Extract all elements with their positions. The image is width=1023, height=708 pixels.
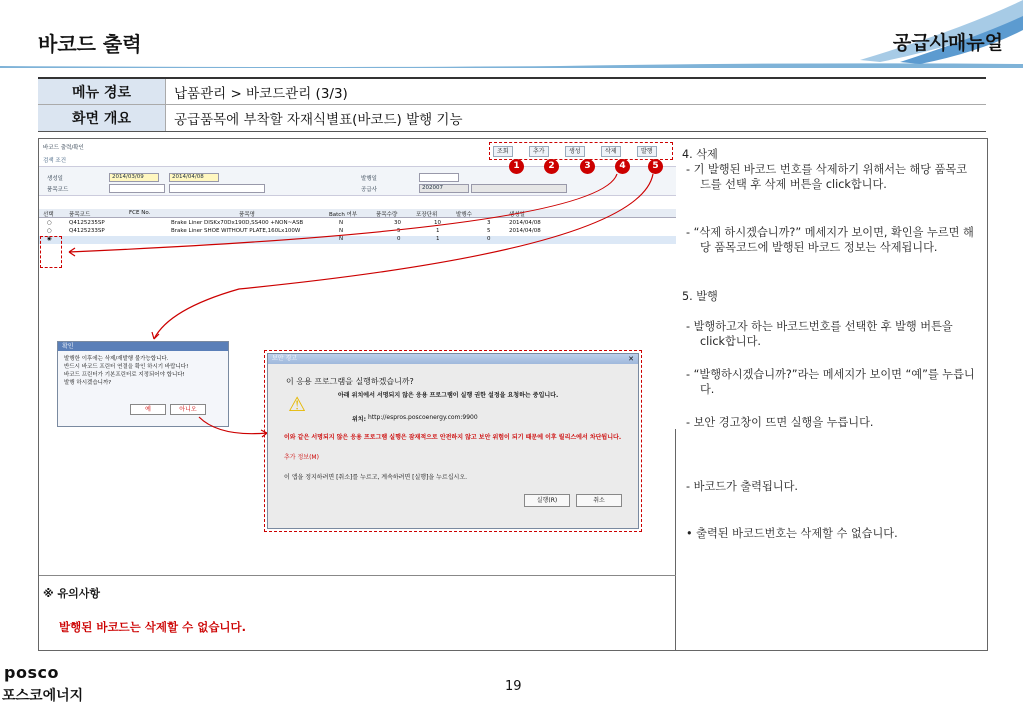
section-5-step-c: - 보안 경고창이 뜨면 실행을 누릅니다.	[686, 416, 874, 429]
section-4-step-a: - 기 발행된 바코드 번호를 삭제하기 위해서는 해당 품목코드를 선택 후 삭제 버튼을 click합니다.	[686, 163, 968, 191]
section-5-step-a: - 발행하고자 하는 바코드번호를 선택한 후 발행 버튼을 click합니다.	[686, 320, 953, 348]
divider	[39, 575, 676, 576]
table-row[interactable]: ◉ N 0 1 0	[39, 236, 676, 244]
screenshot-panel	[39, 139, 676, 650]
close-icon[interactable]: ✕	[628, 355, 634, 363]
content-box	[38, 138, 988, 651]
add-button[interactable]: 추가	[529, 146, 549, 157]
issue-button[interactable]: 발행	[637, 146, 657, 157]
section-5-title: 5. 발행	[682, 290, 718, 303]
warning-icon: ⚠	[288, 392, 306, 416]
security-warning: 이와 같은 서명되지 않은 응용 프로그램 실행은 잠재적으로 안전하지 않고 보안 위험이 되기 때문에 이후 릴리스에서 차단됩니다.	[284, 434, 622, 441]
security-dialog-title: 보안 경고	[268, 354, 638, 364]
menu-path-value: 납품관리 > 바코드관리 (3/3)	[174, 85, 348, 102]
col-item-code: 품목코드	[69, 212, 91, 218]
col-create-date: 생성일	[509, 212, 525, 218]
security-question: 이 응용 프로그램을 실행하겠습니까?	[286, 377, 414, 386]
cancel-button[interactable]: 취소	[576, 494, 622, 507]
confirm-line-3: 바코드 프린터가 기본프린터로 지정되어야 합니다!	[64, 372, 185, 378]
col-item-name: 품목명	[239, 212, 255, 218]
posco-logo: posco	[4, 663, 59, 682]
notes-text: 발행된 바코드는 삭제할 수 없습니다.	[59, 620, 247, 634]
step-badge-4: 4	[615, 159, 630, 174]
step-badge-1: 1	[509, 159, 524, 174]
security-description: 아래 위치에서 서명되지 않은 응용 프로그램이 실행 권한 설정을 요청하는 중입니다.	[338, 392, 559, 399]
yes-button[interactable]: 예	[130, 404, 166, 415]
no-button[interactable]: 아니오	[170, 404, 206, 415]
header-swoosh	[0, 0, 1023, 72]
confirm-line-4: 발행 하시겠습니까?	[64, 380, 112, 386]
date-from-input[interactable]: 2014/03/09	[109, 173, 159, 182]
meta-table	[38, 77, 986, 132]
manual-title: 공급사매뉴얼	[892, 32, 1003, 54]
page-number: 19	[505, 679, 522, 694]
app-screenshot: 바코드 출력/확인 검색 조건 생성일 2014/03/09 2014/04/08 품목코드 발행일 공급사 202007 조회 추가 생성 삭제 발행 1 2 3 4 5 선택 품목코드 FCE No. 품목명 Batch 여부 품목수량 포장단위 발행수 생성일 ○ Q4125235SP Brake Liner DISKx70Dx190D,SS400 +NON~ASB N 30 10 3 2014/04/08 ○ Q4125233SP Brake Liner SHOE WITHOUT PLATE,160Lx100W N 5 1 5 2014/04/08 ◉ N 0 1 0	[39, 139, 676, 429]
section-5-step-d: - 바코드가 출력됩니다.	[686, 480, 798, 493]
page-title: 바코드 출력	[38, 32, 142, 56]
security-instruction: 이 앱을 정지하려면 [취소]를 누르고, 계속하려면 [실행]을 누르십시오.	[284, 474, 468, 481]
overview-label: 화면 개요	[38, 105, 166, 131]
col-select: 선택	[43, 212, 54, 218]
step-badge-5: 5	[648, 159, 663, 174]
section-5-step-e: • 출력된 바코드번호는 삭제할 수 없습니다.	[686, 527, 898, 540]
menu-path-label: 메뉴 경로	[38, 79, 166, 104]
posco-energy-logo: 포스코에너지	[2, 688, 84, 704]
create-button[interactable]: 생성	[565, 146, 585, 157]
issue-date-label: 발행일	[361, 176, 377, 182]
notes-label: ※ 유의사항	[43, 587, 101, 600]
step-badge-3: 3	[580, 159, 595, 174]
dialog-arrow	[39, 399, 279, 439]
instructions-panel	[676, 139, 988, 650]
section-4-step-b: - “삭제 하시겠습니까?” 메세지가 보이면, 확인을 누르면 해당 품목코드에 발행된 바코드 정보는 삭제됩니다.	[686, 226, 974, 254]
more-info-link[interactable]: 추가 정보(M)	[284, 454, 319, 461]
delete-button[interactable]: 삭제	[601, 146, 621, 157]
col-batch: Batch 여부	[329, 212, 358, 218]
overview-value: 공급품목에 부착할 자재식별표(바코드) 발행 기능	[174, 112, 463, 128]
breadcrumb: 바코드 출력/확인	[43, 145, 84, 151]
confirm-line-1: 발행한 이후에는 삭제/재발행 불가능합니다.	[64, 356, 169, 362]
supplier-input: 202007	[419, 184, 469, 193]
run-button[interactable]: 실행(R)	[524, 494, 570, 507]
col-pack: 포장단위	[416, 212, 438, 218]
security-dialog	[267, 353, 639, 529]
col-fce: FCE No.	[129, 210, 151, 216]
confirm-line-2: 반드시 바코드 프린터 연결을 확인 하시기 바랍니다!	[64, 364, 189, 370]
search-condition-label: 검색 조건	[43, 158, 67, 164]
supplier-label: 공급사	[361, 187, 377, 193]
location-value: http://espros.poscoenergy.com:9900	[368, 414, 478, 421]
section-4-title: 4. 삭제	[682, 148, 718, 161]
search-button[interactable]: 조회	[493, 146, 513, 157]
col-issue-count: 발행수	[456, 212, 472, 218]
date-to-input[interactable]: 2014/04/08	[169, 173, 219, 182]
confirm-dialog-title: 확인	[58, 342, 228, 351]
item-code-label: 품목코드	[47, 187, 69, 193]
step-badge-2: 2	[544, 159, 559, 174]
col-qty: 품목수량	[376, 212, 398, 218]
section-5-step-b: - “발행하시겠습니까?”라는 메세지가 보이면 “예”를 누릅니다.	[686, 368, 975, 396]
create-date-label: 생성일	[47, 176, 63, 182]
location-label: 위치:	[352, 416, 366, 423]
